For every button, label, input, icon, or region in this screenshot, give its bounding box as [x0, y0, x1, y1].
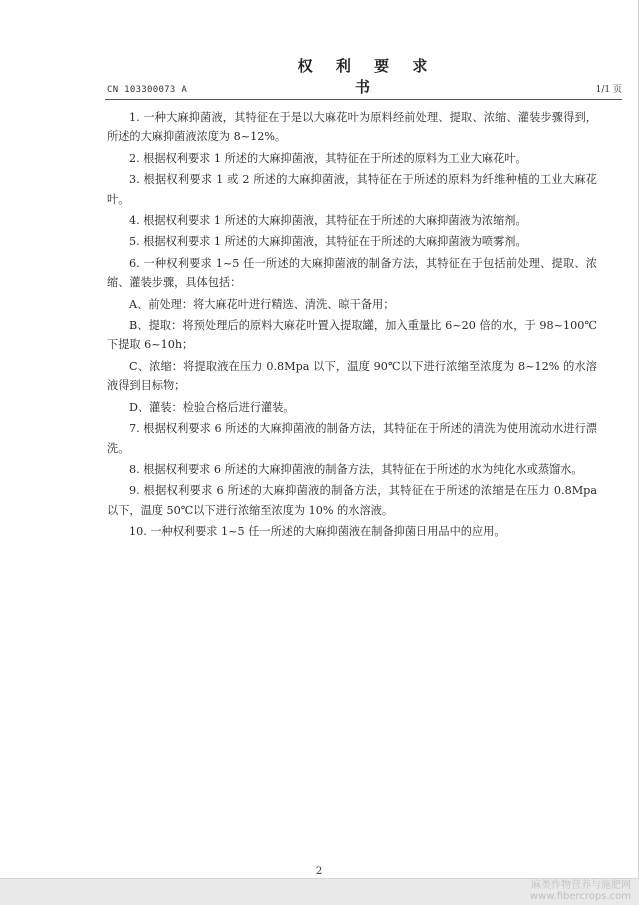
claim-6-step-d: D、灌装：检验合格后进行灌装。 — [129, 400, 295, 414]
claim-1: 1. 一种大麻抑菌液，其特征在于是以大麻花叶为原料经前处理、提取、浓缩、灌装步骤得到，所述的大麻抑菌液浓度为 8~12%。 — [107, 111, 597, 144]
claim-6: 6. 一种权利要求 1~5 任一所述的大麻抑菌液的制备方法，其特征在于包括前处理、提取、浓缩、灌装步骤，具体包括： — [107, 256, 597, 290]
page-count: 1/1 页 — [595, 85, 622, 95]
claim-6-step-b: B、提取：将预处理后的原料大麻花叶置入提取罐，加入重量比 6~20 倍的水，于 98~100℃下提取 6~10h； — [107, 319, 597, 352]
claim-8: 8. 根据权利要求 6 所述的大麻抑菌液的制备方法，其特征在于所述的水为纯化水或蒸馏水。 — [129, 462, 583, 476]
claim-7: 7. 根据权利要求 6 所述的大麻抑菌液的制备方法，其特征在于所述的清洗为使用流动水进行漂洗。 — [107, 422, 597, 455]
patent-number: CN 103300073 A — [107, 85, 188, 95]
claim-2: 2. 根据权利要求 1 所述的大麻抑菌液，其特征在于所述的原料为工业大麻花叶。 — [129, 151, 527, 165]
document-header — [107, 57, 622, 99]
document-title: 权 利 要 求 书 — [297, 57, 437, 96]
watermark-url: www.fibercrops.com — [529, 891, 631, 902]
watermark-site-name: 麻类作物营养与施肥网 — [531, 880, 631, 891]
claim-9: 9. 根据权利要求 6 所述的大麻抑菌液的制备方法，其特征在于所述的浓缩是在压力 0.8Mpa 以下，温度 50℃以下进行浓缩至浓度为 10% 的水溶液。 — [107, 484, 597, 517]
watermark — [501, 880, 631, 902]
claim-3: 3. 根据权利要求 1 或 2 所述的大麻抑菌液，其特征在于所述的原料为纤维种植的工业大麻花叶。 — [107, 173, 597, 206]
header-divider — [105, 99, 622, 100]
claim-6-step-c: C、浓缩：将提取液在压力 0.8Mpa 以下，温度 90℃以下进行浓缩至浓度为 8~12% 的水溶液得到目标物； — [107, 359, 597, 393]
page-number: 2 — [315, 866, 323, 877]
claims-list — [107, 108, 597, 544]
claim-6-step-a: A、前处理：将大麻花叶进行精选、清洗、晾干备用； — [129, 297, 395, 311]
claim-4: 4. 根据权利要求 1 所述的大麻抑菌液，其特征在于所述的大麻抑菌液为浓缩剂。 — [129, 214, 527, 228]
claim-10: 10. 一种权利要求 1~5 任一所述的大麻抑菌液在制备抑菌日用品中的应用。 — [129, 525, 506, 539]
claim-5: 5. 根据权利要求 1 所述的大麻抑菌液，其特征在于所述的大麻抑菌液为喷雾剂。 — [129, 235, 527, 249]
